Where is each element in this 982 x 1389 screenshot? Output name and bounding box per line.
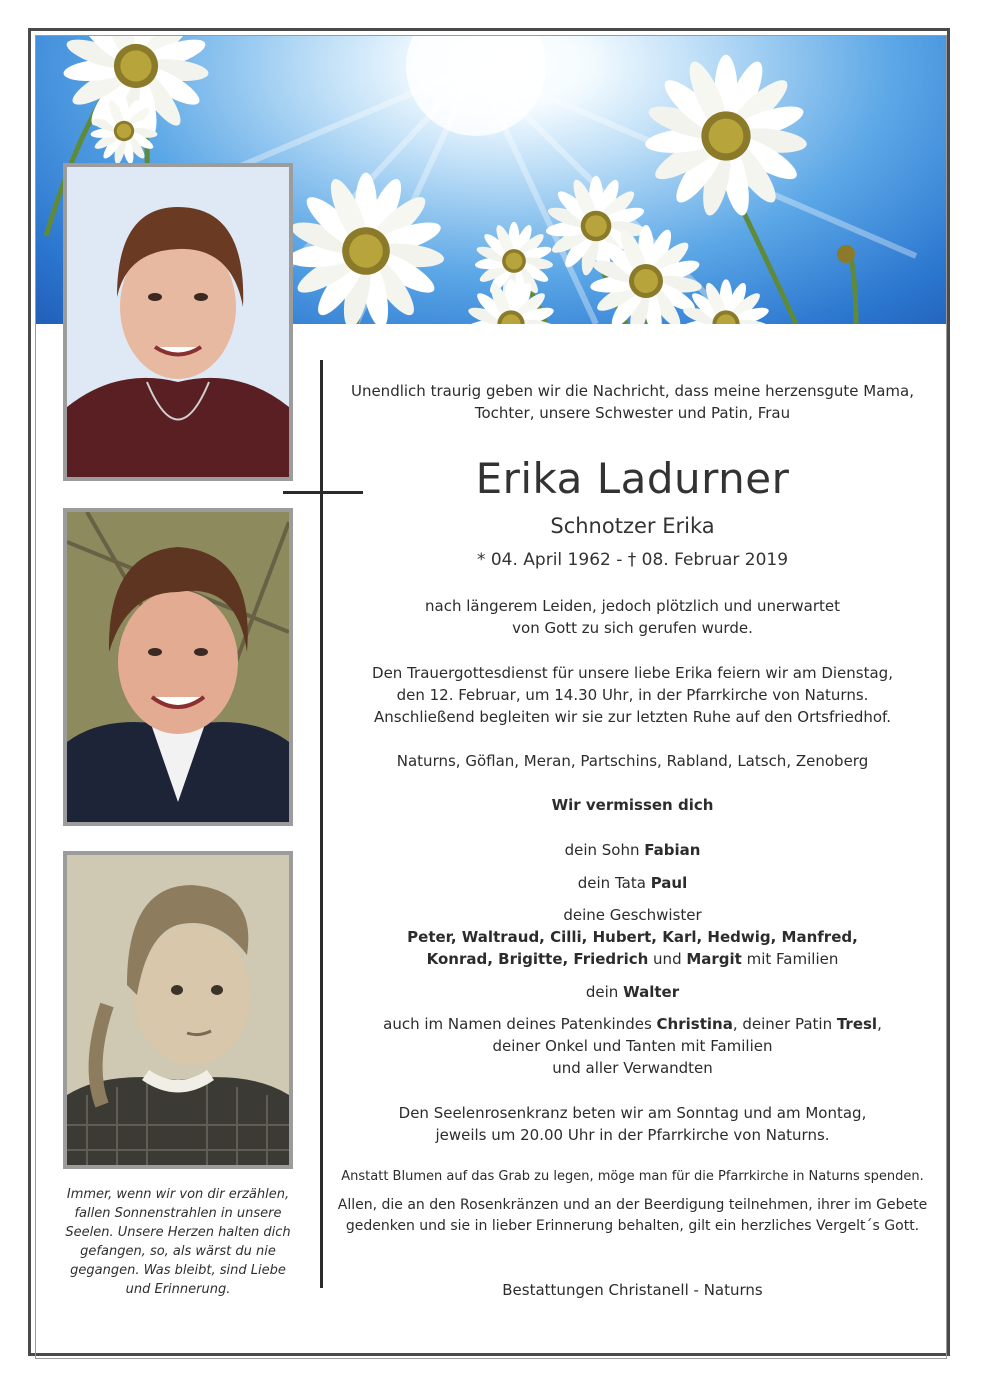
cross-icon	[320, 360, 323, 1288]
father-name: Paul	[650, 874, 688, 892]
portrait-photo-adult	[63, 163, 293, 481]
thanks-text	[335, 1195, 930, 1237]
rosary-line: Den Seelenrosenkranz beten wir am Sonntag und am Montag,	[398, 1104, 867, 1122]
quote-line: fallen Sonnenstrahlen in unsere	[74, 1206, 282, 1221]
family-siblings	[335, 904, 930, 970]
siblings-names: Peter, Waltraud, Cilli, Hubert, Karl, Hedwig, Manfred,	[407, 928, 858, 946]
family-partner	[335, 981, 930, 1003]
miss-you-heading: Wir vermissen dich	[551, 796, 714, 814]
siblings-name-last: Margit	[686, 950, 742, 968]
intro-line: Tochter, unsere Schwester und Patin, Frau	[474, 404, 791, 422]
places-text: Naturns, Göflan, Meran, Partschins, Rabland, Latsch, Zenoberg	[396, 752, 869, 770]
son-name: Fabian	[644, 841, 701, 859]
family-extended	[335, 1013, 930, 1079]
memorial-quote	[60, 1185, 296, 1299]
quote-line: Immer, wenn wir von dir erzählen,	[66, 1187, 290, 1202]
funeral-line: den 12. Februar, um 14.30 Uhr, in der Pfarrkirche von Naturns.	[396, 686, 869, 704]
thanks-line: Allen, die an den Rosenkränzen und an der Beerdigung teilnehmen, ihrer im Gebete	[337, 1197, 928, 1213]
quote-line: gegangen. Was bleibt, sind Liebe	[70, 1263, 286, 1278]
life-dates: * 04. April 1962 - † 08. Februar 2019	[476, 550, 789, 570]
siblings-names: Konrad, Brigitte, Friedrich	[426, 950, 649, 968]
godchild-name: Christina	[656, 1015, 733, 1033]
family-father	[335, 872, 930, 894]
son-prefix: dein Sohn	[564, 841, 640, 859]
donation-text: Anstatt Blumen auf das Grab zu legen, möge man für die Pfarrkirche in Naturns spenden.	[341, 1169, 924, 1184]
rosary-line: jeweils um 20.00 Uhr in der Pfarrkirche von Naturns.	[435, 1126, 830, 1144]
rosary-text	[335, 1102, 930, 1146]
siblings-line	[335, 948, 930, 970]
quote-line: gefangen, so, als wärst du nie	[80, 1244, 276, 1259]
partner-name: Walter	[623, 983, 680, 1001]
family-son	[335, 839, 930, 861]
funeral-text	[335, 662, 930, 728]
funeral-line: Den Trauergottesdienst für unsere liebe Erika feiern wir am Dienstag,	[372, 664, 893, 682]
childhood-photo	[63, 851, 293, 1169]
godchild-line	[335, 1013, 930, 1035]
partner-prefix: dein	[585, 983, 619, 1001]
godchild-prefix: auch im Namen deines Patenkindes	[383, 1015, 657, 1033]
thanks-line: gedenken und sie in lieber Erinnerung behalten, gilt ein herzliches Vergelt´s Gott.	[345, 1218, 920, 1234]
intro-text	[335, 380, 930, 424]
passing-line: von Gott zu sich gerufen wurde.	[512, 619, 753, 637]
godmother-prefix: , deiner Patin	[732, 1015, 837, 1033]
deceased-name: Erika Ladurner	[475, 454, 790, 503]
intro-line: Unendlich traurig geben wir die Nachricht, dass meine herzensgute Mama,	[350, 382, 915, 400]
siblings-joiner: und	[648, 950, 687, 968]
siblings-suffix: mit Familien	[741, 950, 839, 968]
passing-line: nach längerem Leiden, jedoch plötzlich und unerwartet	[425, 597, 840, 615]
godmother-suffix: ,	[877, 1015, 882, 1033]
relatives-line: und aller Verwandten	[552, 1059, 713, 1077]
siblings-prefix: deine Geschwister	[563, 906, 702, 924]
father-prefix: dein Tata	[577, 874, 646, 892]
quote-line: und Erinnerung.	[125, 1282, 231, 1297]
quote-line: Seelen. Unsere Herzen halten dich	[65, 1225, 291, 1240]
portrait-photo-outdoor	[63, 508, 293, 826]
undertaker-name: Bestattungen Christanell - Naturns	[502, 1281, 763, 1299]
uncles-line: deiner Onkel und Tanten mit Familien	[492, 1037, 773, 1055]
funeral-line: Anschließend begleiten wir sie zur letzten Ruhe auf den Ortsfriedhof.	[373, 708, 891, 726]
godmother-name: Tresl	[836, 1015, 878, 1033]
passing-text	[335, 595, 930, 639]
deceased-alias: Schnotzer Erika	[550, 514, 715, 538]
